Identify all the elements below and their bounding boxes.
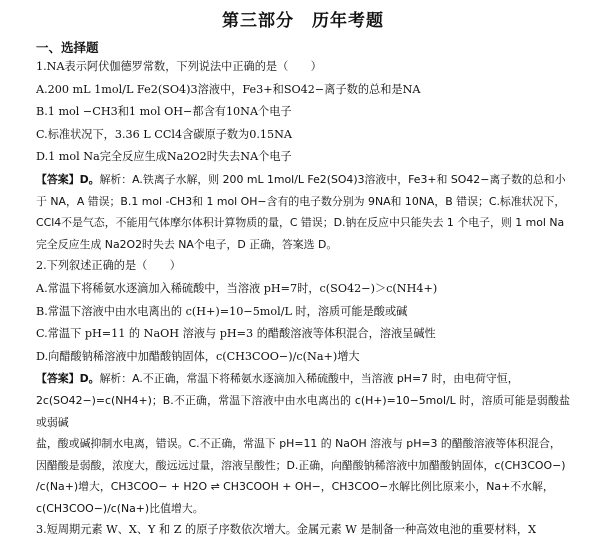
- page-title: 第三部分 历年考题: [222, 11, 384, 31]
- question-1-option-b: B.1 mol −CH3和1 mol OH−都含有10NA个电子: [36, 105, 292, 119]
- section-heading: 一、选择题: [36, 40, 99, 55]
- question-1-option-d: D.1 mol Na完全反应生成Na2O2时失去NA个电子: [36, 150, 292, 164]
- answer-line: c(CH3COO−)/c(Na+)比值增大。: [36, 501, 204, 515]
- answer-label: 【答案】D。: [36, 372, 100, 386]
- answer-line: CCl4不是气态，不能用气体摩尔体积计算物质的量，C 错误；D.钠在反应中只能失去 1 个电子，则 1 mol Na: [36, 216, 565, 230]
- answer-label: 【答案】D。: [36, 172, 100, 186]
- question-1: [36, 56, 570, 255]
- question-1-option-a: A.200 mL 1mol/L Fe2(SO4)3溶液中，Fe3+和SO42−离子数的总和是NA: [36, 82, 421, 96]
- answer-line: [36, 169, 570, 191]
- question-2-option-a: A.常温下将稀氨水逐滴加入稀硫酸中，当溶液 pH=7时，c(SO42−)＞c(NH4+): [36, 281, 438, 295]
- question-3-stem: 3.短周期元素 W、X、Y 和 Z 的原子序数依次增大。金属元素 W 是制备一种高效电池的重要材料，X: [36, 523, 537, 537]
- question-2: [36, 255, 570, 519]
- answer-line: 因醋酸是弱酸，浓度大，酸远远过量，溶液呈酸性；D.正确，向醋酸钠稀溶液中加醋酸钠固体，c(CH3COO−): [36, 458, 566, 472]
- question-3: [36, 519, 570, 542]
- question-1-stem: 1.NA表示阿伏伽德罗常数，下列说法中正确的是（ ）: [36, 60, 322, 73]
- answer-line: 于 NA，A 错误；B.1 mol -CH3和 1 mol OH−含有的电子数分别为 9NA和 10NA，B 错误；C.标准状况下，: [36, 194, 566, 208]
- answer-line: 盐，酸或碱抑制水电离，错误。C.不正确，常温下 pH=11 的 NaOH 溶液与 pH=3 的醋酸溶液等体积混合，: [36, 437, 561, 451]
- question-2-option-d: D.向醋酸钠稀溶液中加醋酸钠固体，c(CH3COO−)/c(Na+)增大: [36, 349, 360, 363]
- question-1-option-c: C.标准状况下，3.36 L CCl4含碳原子数为0.15NA: [36, 127, 293, 141]
- question-2-answer: [36, 368, 570, 519]
- question-2-stem: 2.下列叙述正确的是（ ）: [36, 259, 181, 273]
- answer-text: 解析：A.不正确，常温下将稀氨水逐滴加入稀硫酸中，当溶液 pH=7 时，由电荷守恒，: [99, 372, 519, 386]
- question-2-option-b: B.常温下溶液中由水电离出的 c(H+)=10−5mol/L 时，溶质可能是酸或碱: [36, 304, 408, 318]
- answer-line: /c(Na+)增大，CH3COO− + H2O ⇌ CH3COOH + OH−，CH3COO−水解比例比原来小，Na+不水解，: [36, 480, 554, 494]
- answer-line: 2c(SO42−)=c(NH4+)；B.不正确，常温下溶液中由水电离出的 c(H+)=10−5mol/L 时，溶质可能是弱酸盐或弱碱: [36, 393, 570, 429]
- answer-text: 解析：A.铁离子水解，则 200 mL 1mol/L Fe2(SO4)3溶液中，Fe3+和 SO42−离子数的总和小: [99, 172, 566, 186]
- question-1-answer: [36, 169, 570, 255]
- answer-line: 完全反应生成 Na2O2时失去 NA个电子，D 正确，答案选 D。: [36, 237, 338, 251]
- answer-line: [36, 368, 570, 390]
- question-2-option-c: C.常温下 pH=11 的 NaOH 溶液与 pH=3 的醋酸溶液等体积混合，溶液呈碱性: [36, 327, 436, 341]
